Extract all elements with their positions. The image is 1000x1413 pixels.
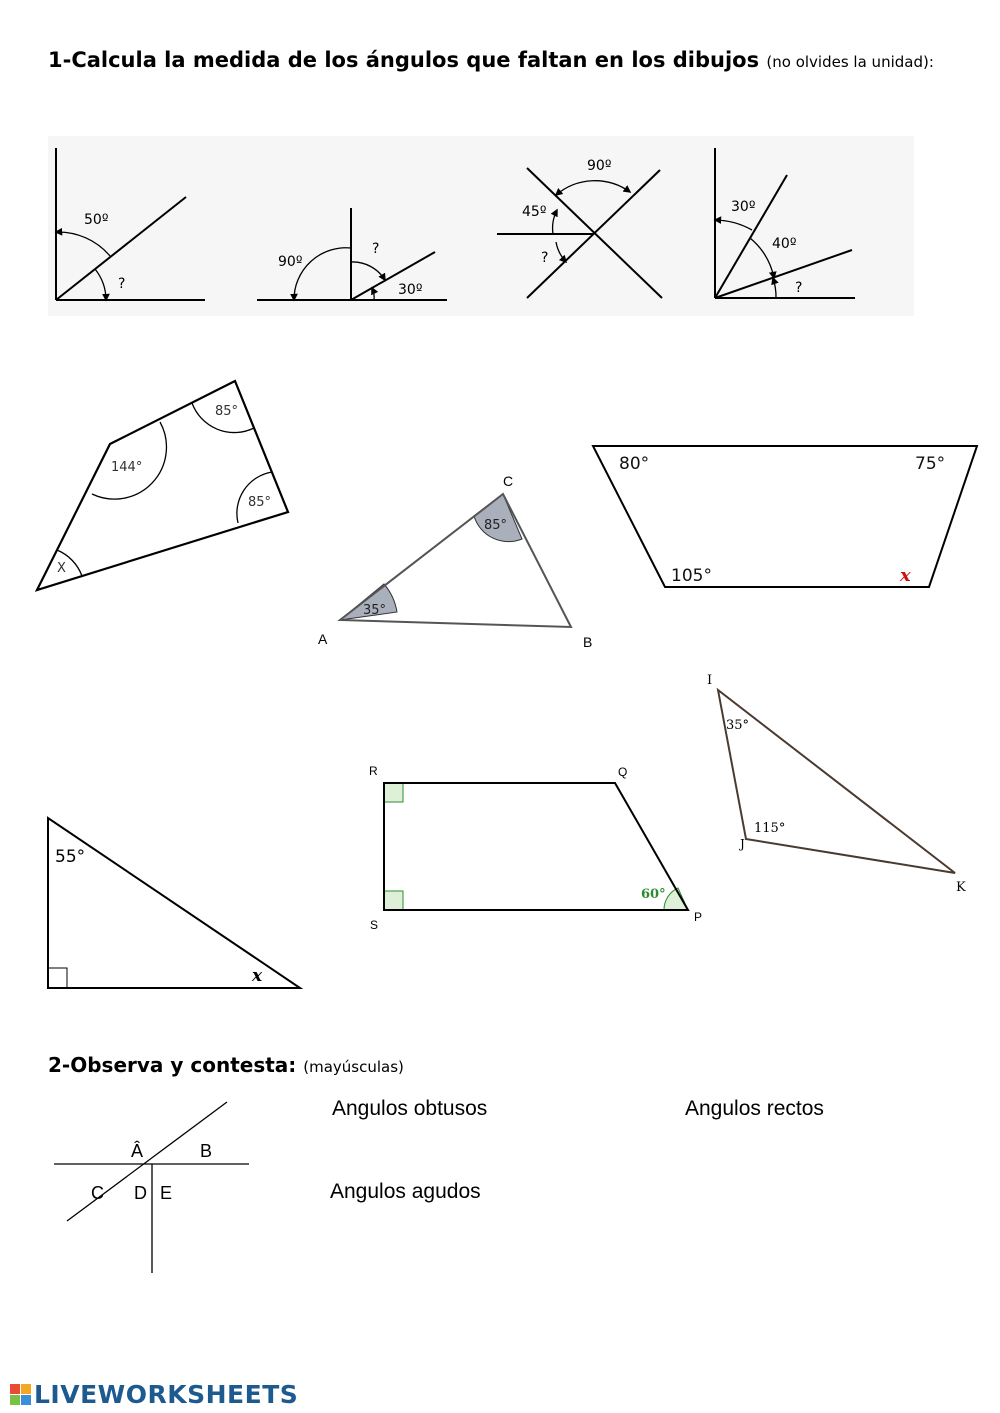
trapezoid-unknown: x (900, 565, 911, 586)
trapezoid-pqrs-angle-p: 60° (641, 887, 666, 902)
liveworksheets-logo-icon (10, 1384, 32, 1406)
diagram2-unknown: ? (372, 241, 380, 257)
footer-brand: LIVEWORKSHEETS (34, 1380, 299, 1409)
diagram4-given2: 40º (772, 236, 797, 252)
footer (10, 1380, 298, 1409)
triangle-ijk-angle-i: 35° (726, 718, 750, 733)
figure-label-b: B (200, 1141, 213, 1161)
diagram2-given2: 30º (398, 282, 423, 298)
diagram3-unknown: ? (541, 250, 549, 266)
acute-angles-answer[interactable] (330, 1211, 570, 1245)
figure-label-a: Â (131, 1141, 144, 1161)
trapezoid-angle-80: 80° (619, 454, 650, 474)
diagram3-given1: 90º (587, 158, 612, 174)
section2-figure (45, 1095, 305, 1285)
triangle-abc-label-a: A (318, 631, 328, 647)
diagram1-unknown: ? (118, 276, 126, 292)
quad1-angle-85-top: 85° (215, 404, 239, 419)
section2-note: (mayúsculas) (303, 1058, 404, 1076)
quad1-unknown: X (57, 561, 66, 576)
triangle-ijk-label-i: I (707, 673, 713, 688)
figure-label-d: D (134, 1183, 147, 1203)
section1-note: (no olvides la unidad): (766, 53, 934, 71)
triangle-ijk (718, 690, 955, 873)
diagram3-given2: 45º (522, 204, 547, 220)
right-triangle-unknown: x (252, 966, 263, 986)
triangle-ijk-label-j: J (740, 837, 745, 851)
figure-label-e: E (160, 1183, 173, 1203)
right-triangle-angle: 55° (55, 847, 86, 867)
triangle-abc-label-b: B (583, 634, 593, 650)
obtuse-angles-answer[interactable] (332, 1128, 572, 1162)
trapezoid-pqrs-label-q: Q (618, 765, 628, 779)
right-angles-label: Angulos rectos (685, 1097, 824, 1120)
triangle-ijk-angle-j: 115° (754, 821, 786, 836)
trapezoid-pqrs-label-r: R (369, 764, 378, 778)
trapezoid-angle-105: 105° (671, 566, 712, 586)
section2-title-text: 2-Observa y contesta: (48, 1053, 297, 1077)
triangle-ijk-label-k: K (956, 880, 966, 895)
quad1-angle-144: 144° (111, 460, 143, 475)
obtuse-angles-label: Angulos obtusos (332, 1097, 488, 1120)
triangle-abc-label-c: C (503, 473, 514, 489)
section1-title-text: 1-Calcula la medida de los ángulos que faltan en los dibujos (48, 48, 760, 72)
trapezoid-angle-75: 75° (915, 454, 946, 474)
triangle-abc-angle-c: 85° (484, 518, 508, 533)
figure-label-c: C (91, 1183, 104, 1203)
quad1-angle-85-right: 85° (248, 495, 272, 510)
diagram4-given1: 30º (731, 199, 756, 215)
diagram1-given: 50º (84, 212, 109, 228)
quadrilateral-1 (37, 381, 288, 590)
trapezoid-pqrs-label-s: S (370, 918, 379, 932)
right-angles-answer[interactable] (685, 1128, 925, 1162)
right-triangle (48, 818, 300, 988)
section2-title (48, 1053, 404, 1077)
trapezoid-pqrs-label-p: P (694, 910, 703, 924)
diagrams-background (48, 136, 914, 316)
diagram4-unknown: ? (795, 280, 803, 296)
acute-angles-label: Angulos agudos (330, 1180, 481, 1203)
triangle-abc-angle-a: 35° (363, 603, 387, 618)
diagram2-given1: 90º (278, 254, 303, 270)
